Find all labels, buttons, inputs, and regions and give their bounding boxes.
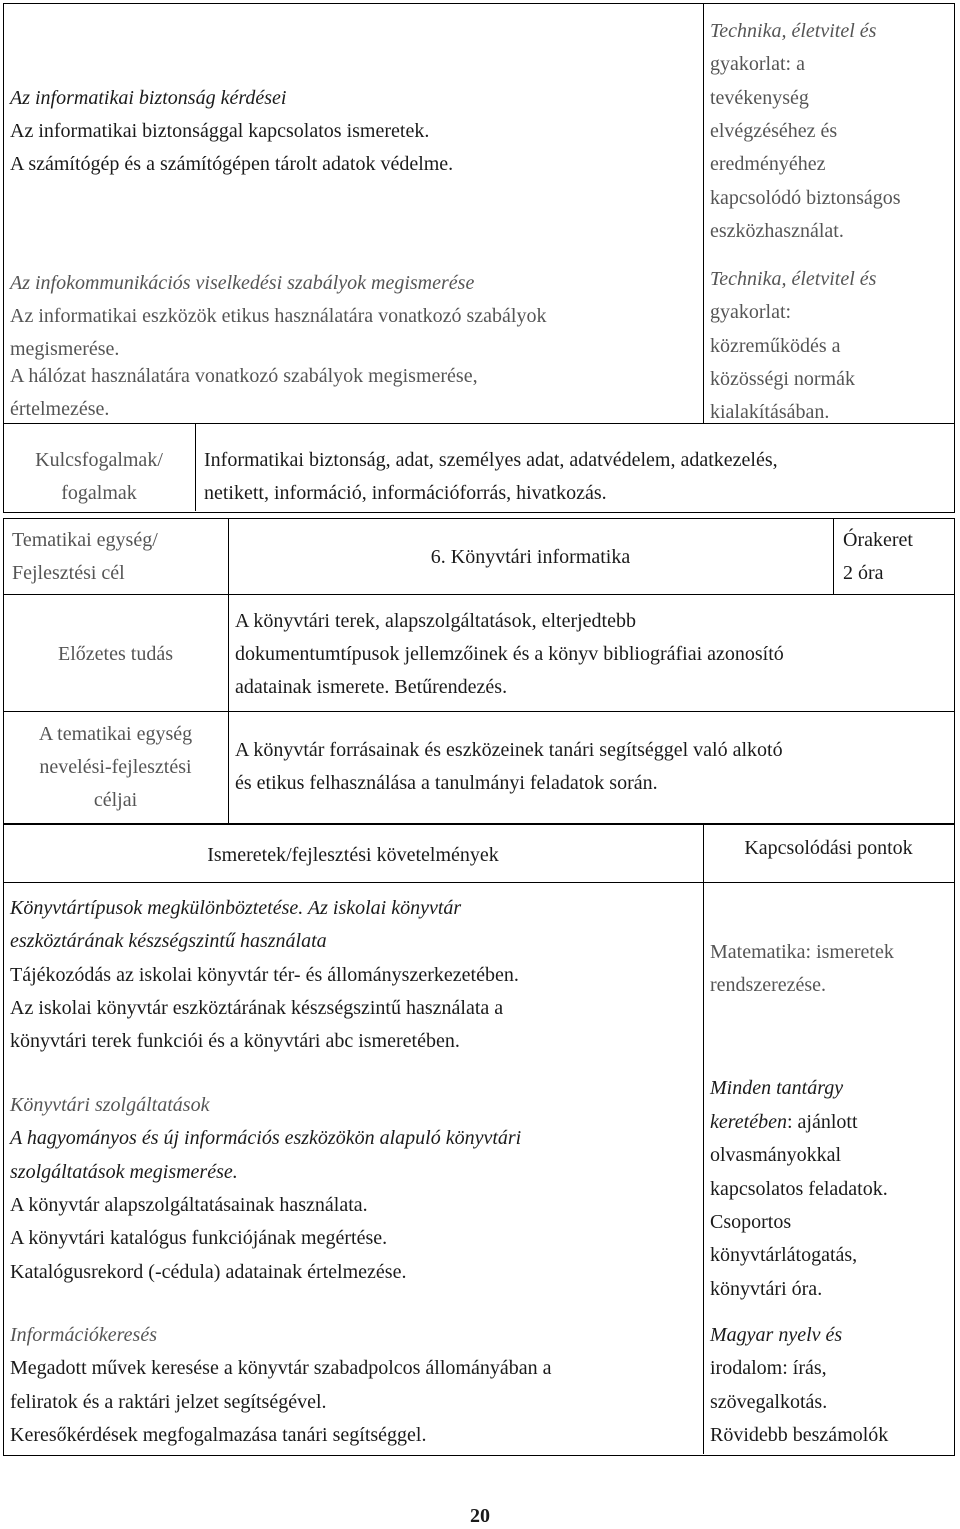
text-line: szövegalkotás. (710, 1391, 828, 1413)
text-line: Keresőkérdések megfogalmazása tanári segítséggel. (10, 1424, 427, 1446)
topic-heading: eszköztárának készségszintű használata (10, 930, 327, 952)
keywords-label: Kulcsfogalmak/ (35, 449, 163, 471)
text-line: irodalom: írás, (710, 1357, 827, 1379)
text-line: könyvtárlátogatás, (710, 1244, 858, 1266)
links-header (703, 832, 954, 866)
text-line: rendszerezése. (710, 974, 827, 996)
text-line: Az informatikai biztonsággal kapcsolatos ismeretek. (10, 120, 430, 142)
text-line: Megadott művek keresése a könyvtár szabadpolcos állományában a (10, 1357, 552, 1379)
goals-label: nevelési-fejlesztési (39, 756, 192, 778)
link-text: : ajánlott (786, 1111, 858, 1133)
text-line: könyvtári terek funkciói és a könyvtári abc ismeretében. (10, 1030, 460, 1052)
text-line: A könyvtár forrásainak és eszközeinek tanári segítséggel való alkotó (235, 739, 783, 761)
text-line: Katalógusrekord (-cédula) adatainak értelmezése. (10, 1261, 407, 1283)
top-table (3, 3, 955, 513)
links-header-text: Kapcsolódási pontok (744, 837, 913, 859)
text-line: eredményéhez (710, 153, 826, 175)
cross-curricular-link: Minden tantárgy (710, 1077, 844, 1099)
text-line: feliratok és a raktári jelzet segítségével. (10, 1391, 327, 1413)
text-line: dokumentumtípusok jellemzőinek és a könyv bibliográfiai azonosító (235, 643, 784, 665)
text-line: eszközhasználat. (710, 220, 844, 242)
requirements-header (3, 839, 703, 873)
goals-label: A tematikai egység (38, 723, 193, 745)
section-heading: Az infokommunikációs viselkedési szabályok megismerése (10, 272, 475, 294)
goals-label: céljai (93, 789, 138, 811)
cross-curricular-link: Matematika: ismeretek (710, 941, 894, 963)
section-heading: Az informatikai biztonság kérdései (10, 87, 287, 109)
text-line (710, 1106, 858, 1140)
topic-heading: szolgáltatások megismerése. (10, 1161, 238, 1183)
link-italic: keretében (710, 1111, 787, 1133)
requirements-header-text: Ismeretek/fejlesztési követelmények (207, 844, 499, 866)
topic-heading: Könyvtártípusok megkülönböztetése. Az iskolai könyvtár (10, 897, 462, 919)
text-line: kialakításában. (710, 401, 830, 423)
text-line: tevékenység (710, 87, 809, 109)
text-line: gyakorlat: (710, 301, 792, 323)
text-line: A könyvtári terek, alapszolgáltatások, elterjedtebb (235, 610, 636, 632)
unit-title-text: 6. Könyvtári informatika (430, 546, 631, 568)
text-line: A könyvtári katalógus funkciójának megértése. (10, 1227, 388, 1249)
text-line: kapcsolatos feladatok. (710, 1178, 888, 1200)
text-line: adatainak ismerete. Betűrendezés. (235, 676, 508, 698)
text-line: kapcsolódó biztonságos (710, 187, 901, 209)
text-line: megismerése. (10, 338, 120, 360)
text-line: elvégzéséhez és (710, 120, 838, 142)
text-line: gyakorlat: a (710, 53, 805, 75)
unit-label: Tematikai egység/ (12, 529, 158, 551)
prior-knowledge-label: Előzetes tudás (58, 643, 173, 665)
text-line: értelmezése. (10, 398, 110, 420)
topic-heading: A hagyományos és új információs eszközökön alapuló könyvtári (10, 1127, 522, 1149)
text-line: A számítógép és a számítógépen tárolt adatok védelme. (10, 153, 454, 175)
keywords-text: Informatikai biztonság, adat, személyes adat, adatvédelem, adatkezelés, (204, 449, 778, 471)
cross-curricular-link: Magyar nyelv és (710, 1324, 843, 1346)
keywords-text: netikett, információ, információforrás, hivatkozás. (204, 482, 607, 504)
text-line: és etikus felhasználása a tanulmányi feladatok során. (235, 772, 658, 794)
text-line: könyvtári óra. (710, 1278, 823, 1300)
hours-label: Órakeret (843, 529, 913, 551)
topic-heading: Könyvtári szolgáltatások (10, 1094, 210, 1116)
page-number: 20 (470, 1505, 490, 1527)
text-line: A hálózat használatára vonatkozó szabályok megismerése, (10, 365, 478, 387)
text-line: A könyvtár alapszolgáltatásainak használata. (10, 1194, 368, 1216)
text-line: Az informatikai eszközök etikus használatára vonatkozó szabályok (10, 305, 547, 327)
text-line: közösségi normák (710, 368, 855, 390)
text-line: olvasmányokkal (710, 1144, 842, 1166)
text-line: Tájékozódás az iskolai könyvtár tér- és állományszerkezetében. (10, 964, 519, 986)
unit-label: Fejlesztési cél (12, 562, 125, 584)
hours-value: 2 óra (843, 562, 884, 584)
keywords-label: fogalmak (61, 482, 137, 504)
cross-curricular-link: Technika, életvitel és (710, 20, 877, 42)
text-line: Csoportos (710, 1211, 792, 1233)
text-line: közreműködés a (710, 335, 841, 357)
topic-heading: Információkeresés (10, 1324, 157, 1346)
cross-curricular-link: Technika, életvitel és (710, 268, 877, 290)
text-line: Rövidebb beszámolók (710, 1424, 889, 1446)
unit-title (228, 541, 833, 575)
text-line: Az iskolai könyvtár eszköztárának készségszintű használata a (10, 997, 504, 1019)
